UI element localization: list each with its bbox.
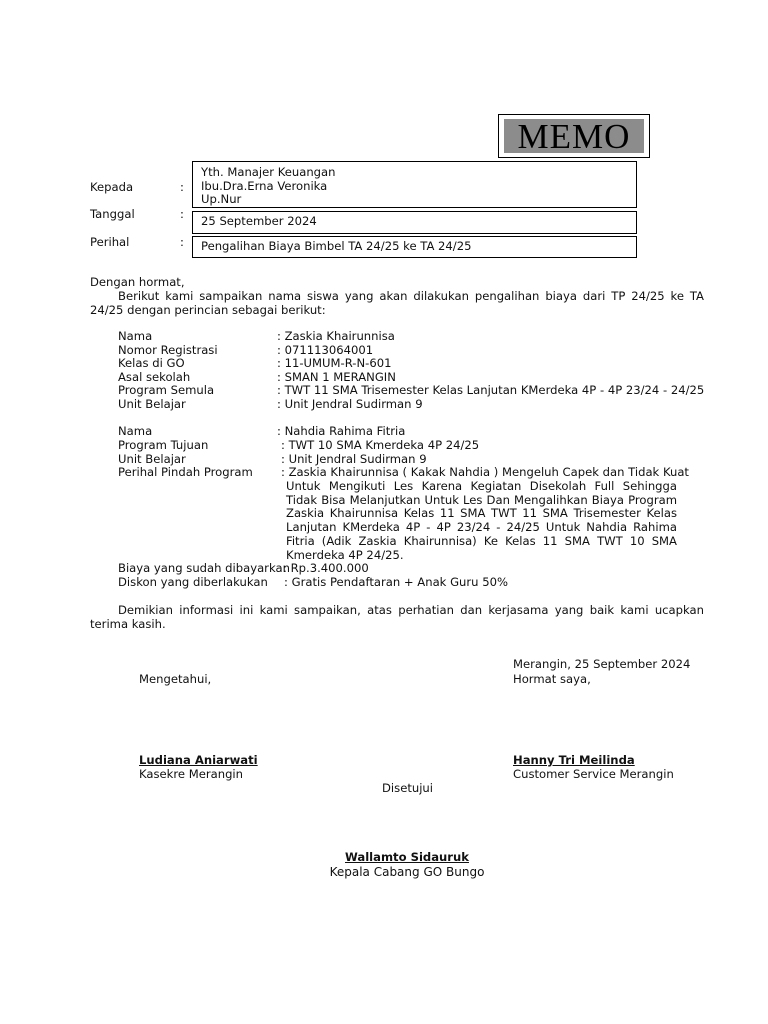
place-date: Merangin, 25 September 2024 (513, 657, 691, 671)
detail-label: Nama (118, 329, 153, 343)
detail-label: Kelas di GO (118, 356, 185, 370)
detail-label: Program Semula (118, 383, 215, 397)
kepada-line: Yth. Manajer Keuangan (201, 165, 336, 179)
kepada-label: Kepada (90, 180, 134, 194)
detail-value: : 11-UMUM-R-N-601 (277, 356, 392, 370)
paid-label: Biaya yang sudah dibayarkan (118, 561, 290, 575)
opening-paragraph: Berikut kami sampaikan nama siswa yang akan dilakukan pengalihan biaya dari TP 24/25 ke TA 24/25 dengan perincian sebagai berikut: (90, 289, 704, 317)
detail-value: : Unit Jendral Sudirman 9 (277, 397, 423, 411)
detail-label: Program Tujuan (118, 438, 209, 452)
detail-label: Asal sekolah (118, 370, 191, 384)
detail-label: Unit Belajar (118, 397, 186, 411)
mengetahui-label: Mengetahui, (139, 672, 212, 686)
tanggal-box (192, 211, 637, 234)
reason-first-line: : Zaskia Khairunnisa ( Kakak Nahdia ) Mengeluh Capek dan Tidak Kuat (281, 465, 689, 479)
disetujui-label: Disetujui (382, 781, 434, 795)
discount-label: Diskon yang diberlakukan (118, 575, 268, 589)
detail-value: : SMAN 1 MERANGIN (277, 370, 396, 384)
reason-label: Perihal Pindah Program (118, 465, 253, 479)
memo-title-box (498, 114, 650, 158)
right-signer-name: Hanny Tri Meilinda (513, 753, 635, 767)
bottom-signer-title: Kepala Cabang GO Bungo (329, 865, 485, 879)
detail-value: : TWT 11 SMA Trisemester Kelas Lanjutan KMerdeka 4P - 4P 23/24 - 24/25 (277, 383, 705, 397)
detail-value: : Zaskia Khairunnisa (277, 329, 395, 343)
hormat-label: Hormat saya, (513, 672, 591, 686)
kepada-line: Up.Nur (201, 192, 242, 206)
bottom-signer-name: Wallamto Sidauruk (345, 850, 469, 864)
memo-title: MEMO (504, 119, 644, 153)
detail-label: Unit Belajar (118, 452, 186, 466)
detail-value: : Nahdia Rahima Fitria (277, 424, 406, 438)
discount-value: : Gratis Pendaftaran + Anak Guru 50% (284, 575, 508, 589)
detail-label: Nomor Registrasi (118, 343, 218, 357)
closing-paragraph: Demikian informasi ini kami sampaikan, atas perhatian dan kerjasama yang baik kami ucapkan terima kasih. (90, 603, 704, 631)
perihal-colon: : (180, 235, 184, 249)
kepada-line: Ibu.Dra.Erna Veronika (201, 178, 328, 193)
kepada-colon: : (180, 180, 184, 194)
right-signer-title: Customer Service Merangin (513, 767, 674, 781)
salutation: Dengan hormat, (90, 275, 185, 289)
kepada-box (192, 161, 637, 208)
detail-label: Nama (118, 424, 153, 438)
perihal-value: Pengalihan Biaya Bimbel TA 24/25 ke TA 24/25 (201, 239, 472, 253)
reason-text: Untuk Mengikuti Les Karena Kegiatan Disekolah Full Sehingga Tidak Bisa Melanjutkan Untuk Les Dan Mengalihkan Biaya Program Zaskia Khairunnisa Kelas 11 SMA TWT 11 SMA Trisemester Kelas Lanjutan KMerdeka 4P - 4P 23/24 - 24/25 Untuk Nahdia Rahima Fitria (Adik Zaskia Khairunnisa) Ke Kelas 11 SMA TWT 10 SMA Kmerdeka 4P 24/25. (286, 479, 677, 562)
perihal-box (192, 236, 637, 258)
paid-value: : Rp.3.400.000 (283, 561, 369, 575)
left-signer-title: Kasekre Merangin (139, 767, 244, 781)
detail-value: : 071113064001 (277, 343, 374, 357)
detail-value: : Unit Jendral Sudirman 9 (281, 452, 427, 466)
perihal-label: Perihal (90, 235, 130, 249)
tanggal-label: Tanggal (90, 207, 135, 221)
detail-value: : TWT 10 SMA Kmerdeka 4P 24/25 (281, 438, 480, 452)
left-signer-name: Ludiana Aniarwati (139, 753, 258, 767)
tanggal-value: 25 September 2024 (201, 214, 317, 228)
tanggal-colon: : (180, 207, 184, 221)
